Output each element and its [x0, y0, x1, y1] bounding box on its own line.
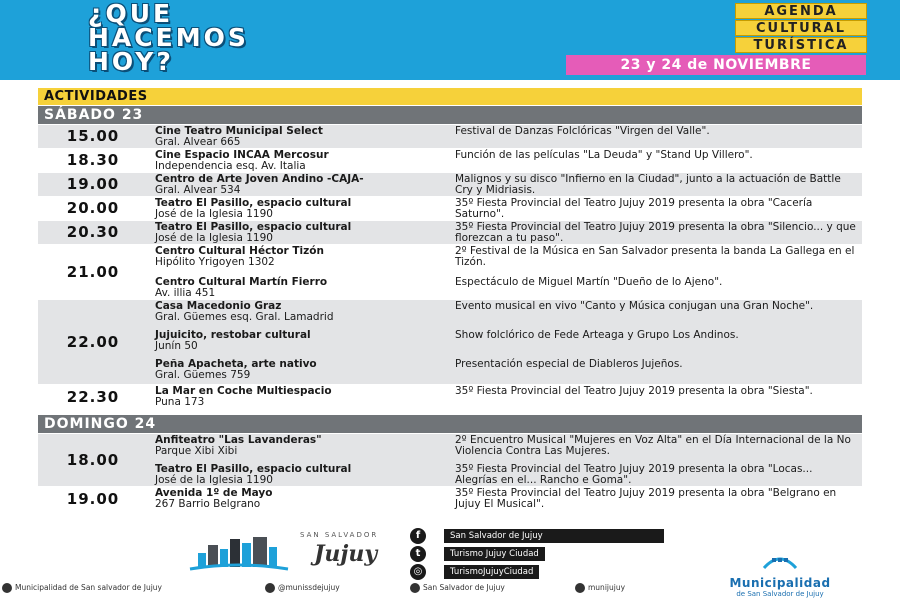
event-description: 2º Encuentro Musical "Mujeres en Voz Alta" en el Día Internacional de la No Violencia Contra Las Mujeres. — [455, 434, 851, 457]
event-description: 2º Festival de la Música en San Salvador presenta la banda La Gallega en el Tizón. — [455, 245, 855, 268]
social-links — [410, 528, 670, 582]
event-venue — [155, 198, 440, 220]
event-venue — [155, 174, 440, 196]
day-heading: DOMINGO 24 — [38, 415, 862, 433]
event-venue — [155, 435, 440, 457]
venue-name: Centro Cultural Héctor Tizón — [155, 245, 324, 257]
social-twitter[interactable] — [410, 546, 670, 562]
municipality-emblem-icon — [760, 548, 800, 572]
logo-big-text: Jujuy — [314, 541, 378, 567]
instagram-icon — [575, 583, 585, 593]
venue-name: Cine Espacio INCAA Mercosur — [155, 149, 329, 161]
schedule-row — [38, 434, 862, 486]
event-venue — [155, 301, 440, 323]
venue-name: Avenida 1º de Mayo — [155, 487, 273, 499]
city-logo — [188, 527, 398, 575]
venue-address: Gral. Güemes esq. Gral. Lamadrid — [155, 311, 334, 323]
venue-name: Jujuicito, restobar cultural — [155, 329, 311, 341]
event-description: Show folclórico de Fede Arteaga y Grupo Los Andinos. — [455, 329, 739, 341]
venue-name: Casa Macedonio Graz — [155, 300, 282, 312]
bottom-link-label: @munissdejujuy — [278, 583, 340, 592]
bottom-link[interactable] — [410, 583, 505, 593]
event-venue — [155, 126, 440, 148]
social-label: Turismo Jujuy Ciudad — [444, 547, 545, 561]
bottom-link[interactable] — [265, 583, 340, 593]
bottom-link-label: Municipalidad de San salvador de Jujuy — [15, 583, 162, 592]
event-time: 21.00 — [66, 262, 120, 281]
event-venue — [155, 330, 440, 352]
logo-small-text: SAN SALVADOR — [300, 531, 379, 539]
bottom-link[interactable] — [2, 583, 162, 593]
event-venue — [155, 488, 440, 510]
venue-address: Puna 173 — [155, 396, 205, 408]
agenda-badge — [735, 3, 867, 54]
facebook-icon: f — [410, 528, 426, 544]
venue-name: Peña Apacheta, arte nativo — [155, 358, 317, 370]
venue-address: Parque Xibi Xibi — [155, 445, 238, 457]
venue-name: Centro Cultural Martín Fierro — [155, 276, 328, 288]
event-description: 35º Fiesta Provincial del Teatro Jujuy 2019 presenta la obra "Locas... Alegrías en el... Rancho e Goma". — [455, 463, 813, 486]
event-description: Espectáculo de Miguel Martín "Dueño de lo Ajeno". — [455, 276, 723, 288]
event-venue — [155, 222, 440, 244]
venue-address: Gral. Alvear 534 — [155, 184, 241, 196]
venue-name: Cine Teatro Municipal Select — [155, 125, 323, 137]
schedule-row — [38, 173, 862, 196]
event-description: Función de las películas "La Deuda" y "Stand Up Villero". — [455, 149, 753, 161]
venue-address: Independencia esq. Av. Italia — [155, 160, 306, 172]
event-description: Festival de Danzas Folclóricas "Virgen del Valle". — [455, 125, 710, 137]
venue-name: Teatro El Pasillo, espacio cultural — [155, 463, 352, 475]
municipality-subtitle: de San Salvador de Jujuy — [736, 590, 824, 598]
venue-name: Centro de Arte Joven Andino -CAJA- — [155, 173, 364, 185]
twitter-icon — [265, 583, 275, 593]
event-time: 19.00 — [66, 175, 120, 193]
agenda-line: AGENDA — [735, 3, 867, 19]
event-time: 18.30 — [66, 151, 120, 169]
venue-address: Gral. Güemes 759 — [155, 369, 251, 381]
title-line: ¿QUE — [88, 0, 174, 28]
section-heading: ACTIVIDADES — [38, 88, 862, 105]
agenda-line: TURÍSTICA — [735, 37, 867, 53]
social-instagram[interactable] — [410, 564, 670, 580]
header-banner — [0, 0, 900, 80]
title-line: HACEMOS — [88, 23, 249, 52]
schedule-row — [38, 149, 862, 172]
bottom-link[interactable] — [575, 583, 625, 593]
page-title — [88, 2, 249, 74]
event-time: 22.30 — [66, 388, 120, 406]
event-venue — [155, 150, 440, 172]
bottom-social-bar — [0, 580, 700, 596]
schedule-row — [38, 385, 862, 410]
instagram-icon: ◎ — [410, 564, 426, 580]
event-venue — [155, 246, 440, 268]
event-venue — [155, 277, 440, 299]
schedule-row — [38, 197, 862, 220]
social-label: TurismoJujuyCiudad — [444, 565, 539, 579]
event-venue — [155, 386, 440, 408]
day-heading: SÁBADO 23 — [38, 106, 862, 124]
venue-address: José de la Iglesia 1190 — [155, 232, 273, 244]
title-line: HOY? — [88, 47, 174, 76]
twitter-icon: t — [410, 546, 426, 562]
social-facebook[interactable] — [410, 528, 670, 544]
event-time: 18.00 — [66, 450, 120, 469]
event-time: 20.00 — [66, 199, 120, 217]
schedule-row — [38, 221, 862, 244]
schedule-row — [38, 245, 862, 299]
event-venue — [155, 359, 440, 381]
agenda-line: CULTURAL — [735, 20, 867, 36]
event-description: 35º Fiesta Provincial del Teatro Jujuy 2019 presenta la obra "Cacería Saturno". — [455, 197, 813, 220]
event-venue — [155, 464, 440, 486]
dates-banner: 23 y 24 de NOVIEMBRE — [566, 55, 866, 75]
event-description: 35º Fiesta Provincial del Teatro Jujuy 2019 presenta la obra "Siesta". — [455, 385, 813, 397]
event-description: Evento musical en vivo "Canto y Música conjugan una Gran Noche". — [455, 300, 814, 312]
venue-name: Anfiteatro "Las Lavanderas" — [155, 434, 322, 446]
event-time: 19.00 — [66, 490, 120, 508]
venue-name: La Mar en Coche Multiespacio — [155, 385, 332, 397]
event-time: 20.30 — [66, 223, 120, 241]
facebook-icon — [410, 583, 420, 593]
venue-name: Teatro El Pasillo, espacio cultural — [155, 197, 352, 209]
event-description: 35º Fiesta Provincial del Teatro Jujuy 2019 presenta la obra "Silencio... y que florezcan a tu paso". — [455, 221, 856, 244]
bottom-link-label: San Salvador de Jujuy — [423, 583, 505, 592]
social-label: San Salvador de Jujuy — [444, 529, 664, 543]
event-description: 35º Fiesta Provincial del Teatro Jujuy 2019 presenta la obra "Belgrano en Jujuy El Musical". — [455, 487, 837, 510]
bottom-link-label: munijujuy — [588, 583, 626, 592]
schedule-row — [38, 300, 862, 384]
event-time: 22.00 — [66, 332, 120, 351]
venue-address: Gral. Alvear 665 — [155, 136, 241, 148]
venue-address: Hipólito Yrigoyen 1302 — [155, 256, 275, 268]
event-description: Presentación especial de Diableros Jujeños. — [455, 358, 683, 370]
venue-address: Av. illia 451 — [155, 287, 216, 299]
schedule-row — [38, 125, 862, 148]
municipality-logo — [700, 548, 860, 598]
venue-address: Junín 50 — [155, 340, 198, 352]
facebook-icon — [2, 583, 12, 593]
venue-address: 267 Barrio Belgrano — [155, 498, 261, 510]
event-time: 15.00 — [66, 127, 120, 145]
event-description: Malignos y su disco "Infierno en la Ciudad", junto a la actuación de Battle Cry y Midriasis. — [455, 173, 841, 196]
venue-address: José de la Iglesia 1190 — [155, 474, 273, 486]
schedule-row — [38, 487, 862, 512]
venue-name: Teatro El Pasillo, espacio cultural — [155, 221, 352, 233]
municipality-name: Municipalidad — [729, 576, 831, 590]
venue-address: José de la Iglesia 1190 — [155, 208, 273, 220]
